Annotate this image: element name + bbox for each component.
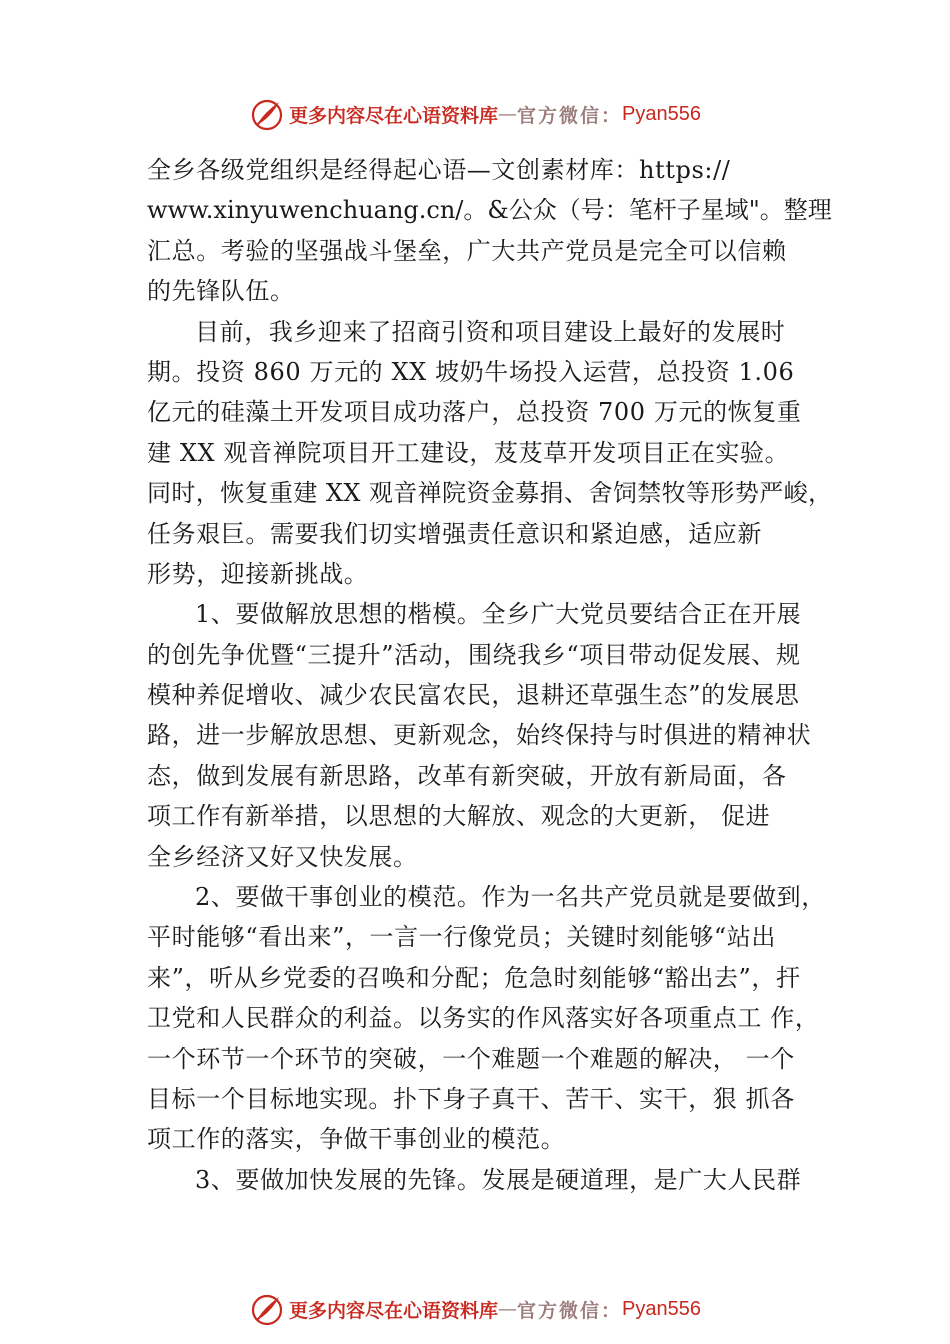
text-line: 的先锋队伍。 xyxy=(147,277,295,306)
text-line: 期。投资 860 万元的 XX 坡奶牛场投入运营，总投资 1.06 xyxy=(147,357,795,386)
quill-logo-icon xyxy=(249,96,285,132)
text-line: 项工作的落实，争做干事创业的模范。 xyxy=(147,1125,566,1154)
text-line: 来”，听从乡党委的召唤和分配；危急时刻能够“豁出去”，扞 xyxy=(147,963,801,992)
text-line: 建 XX 观音禅院项目开工建设，芨芨草开发项目正在实验。 xyxy=(147,438,790,467)
text-line: 全乡各级党组织是经得起心语—文创素材库：https:// xyxy=(147,156,731,184)
footer-banner xyxy=(0,1289,950,1329)
text-line: 全乡经济又好又快发展。 xyxy=(147,842,418,871)
header-wechat-label: 官方微信： xyxy=(517,104,623,127)
footer-dash: — xyxy=(498,1298,518,1320)
text-line: 汇总。考验的坚强战斗堡垒，广大共产党员是完全可以信赖 xyxy=(147,236,787,265)
text-line: 项工作有新举措，以思想的大解放、观念的大更新， 促进 xyxy=(147,802,771,831)
text-line: 同时，恢复重建 XX 观音禅院资金募捐、舍饲禁牧等形势严峻， xyxy=(147,479,833,508)
text-line: 2、要做干事创业的模范。作为一名共产党员就是要做到， xyxy=(195,883,826,912)
header-banner xyxy=(0,94,950,134)
text-line: 的创先争优暨“三提升”活动，围绕我乡“项目带动促发展、规 xyxy=(147,640,801,669)
header-dash: — xyxy=(498,103,518,125)
text-line: 目标一个目标地实现。扑下身子真干、苦干、实干，狠 抓各 xyxy=(147,1084,795,1113)
text-line: 卫党和人民群众的利益。以务实的作风落实好各项重点工 作， xyxy=(147,1004,820,1033)
text-line: 一个环节一个环节的突破，一个难题一个难题的解决， 一个 xyxy=(147,1044,795,1073)
quill-logo-icon xyxy=(249,1291,285,1327)
header-brand: 更多内容尽在心语资料库 xyxy=(289,104,499,127)
text-line: www.xinyuwenchuang.cn/。&公众（号：笔杆子星域"。整理 xyxy=(147,196,832,225)
text-line: 模种养促增收、减少农民富农民，退耕还草强生态”的发展思 xyxy=(147,681,800,710)
text-line: 路，进一步解放思想、更新观念，始终保持与时俱进的精神状 xyxy=(147,721,812,750)
text-line: 1、要做解放思想的楷模。全乡广大党员要结合正在开展 xyxy=(195,600,802,629)
document-body xyxy=(147,150,837,1200)
text-line: 态，做到发展有新思路，改革有新突破，开放有新局面，各 xyxy=(147,761,787,790)
footer-wechat-id: Pyan556 xyxy=(622,1297,701,1320)
header-wechat-id: Pyan556 xyxy=(622,102,701,125)
text-line: 亿元的硅藻土开发项目成功落户，总投资 700 万元的恢复重 xyxy=(147,398,802,427)
text-line: 任务艰巨。需要我们切实增强责任意识和紧迫感，适应新 xyxy=(147,519,762,548)
text-line: 平时能够“看出来”，一言一行像党员；关键时刻能够“站出 xyxy=(147,923,777,952)
text-line: 3、要做加快发展的先锋。发展是硬道理，是广大人民群 xyxy=(195,1165,802,1194)
text-line: 形势，迎接新挑战。 xyxy=(147,559,369,588)
text-line: 目前，我乡迎来了招商引资和项目建设上最好的发展时 xyxy=(195,317,786,346)
footer-wechat-label: 官方微信： xyxy=(517,1299,623,1322)
footer-brand: 更多内容尽在心语资料库 xyxy=(289,1299,499,1322)
